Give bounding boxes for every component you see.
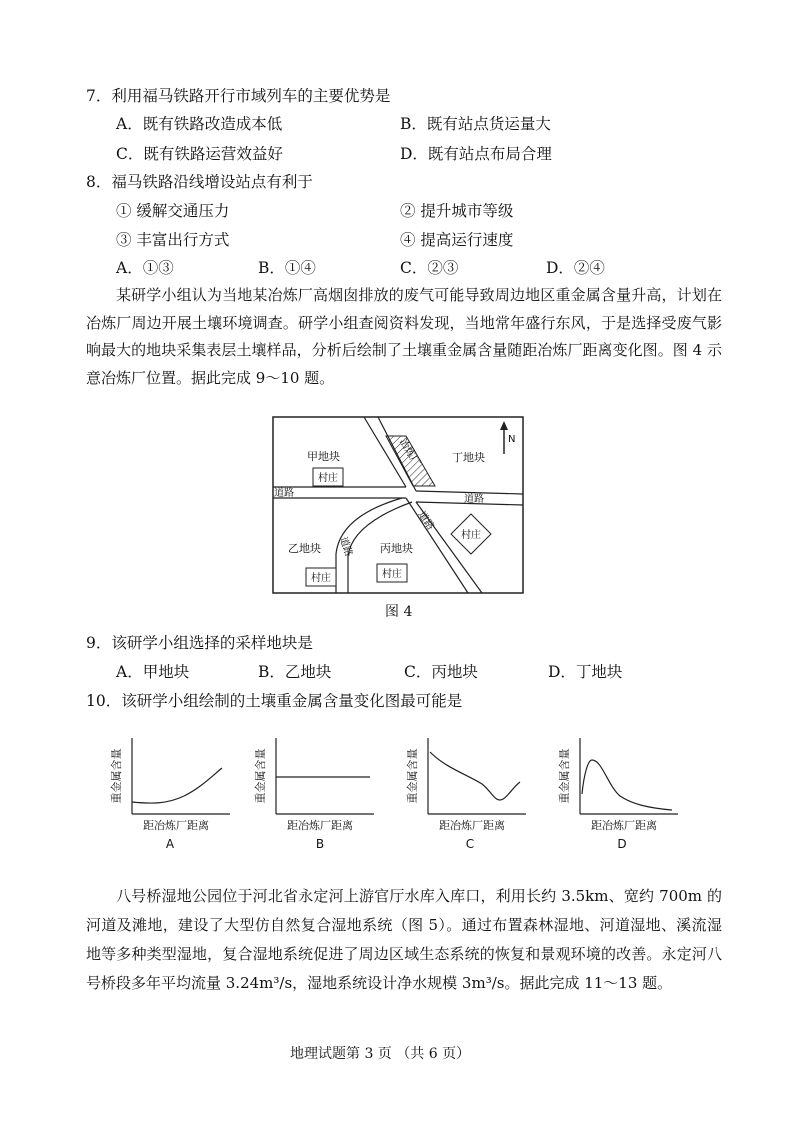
q7-stem: 7．利用福马铁路开行市域列车的主要优势是 (86, 87, 391, 105)
plot-bing-label: 丙地块 (380, 542, 413, 555)
q10-stem: 10．该研学小组绘制的土壤重金属含量变化图最可能是 (86, 692, 463, 710)
q8-item-4: ④ 提高运行速度 (400, 231, 514, 249)
q8-item-2: ② 提升城市等级 (400, 202, 514, 220)
graph-b-letter: B (315, 837, 325, 851)
graph-d-letter: D (617, 837, 627, 851)
q9-option-d: D．丁地块 (548, 663, 623, 681)
figure-4-map (272, 416, 524, 594)
graph-a-letter: A (165, 837, 175, 851)
graph-c-letter: C (465, 837, 475, 851)
q7-option-d: D．既有站点布局合理 (400, 145, 552, 163)
q7-option-b: B．既有站点货运量大 (400, 115, 551, 133)
figure-4-caption: 图 4 (385, 604, 413, 620)
graph-d-ylabel: 重金属含量 (558, 748, 571, 804)
village-bing-label: 村庄 (382, 569, 402, 580)
village-jia-label: 村庄 (318, 473, 338, 484)
q9-option-c: C．丙地块 (404, 663, 478, 681)
graph-d (560, 732, 688, 850)
graph-d-xlabel: 距冶炼厂距离 (591, 819, 657, 832)
road-label-east: 道路 (464, 494, 484, 505)
village-yi-label: 村庄 (311, 573, 331, 584)
plot-ding-label: 丁地块 (452, 451, 485, 464)
road-label-curve: 道路 (337, 535, 354, 558)
graph-b-ylabel: 重金属含量 (254, 748, 267, 804)
q8-option-c: C．②③ (400, 259, 459, 277)
q9-option-b: B．乙地块 (258, 663, 332, 681)
q8-item-1: ① 缓解交通压力 (116, 202, 230, 220)
graph-c-curve (430, 752, 520, 800)
page-footer: 地理试题第 3 页 （共 6 页） (290, 1046, 471, 1062)
graph-a-xlabel: 距冶炼厂距离 (143, 819, 209, 832)
plot-jia-label: 甲地块 (307, 450, 340, 463)
q7-option-c: C．既有铁路运营效益好 (116, 145, 283, 163)
road-label-west: 道路 (274, 488, 294, 499)
q8-stem: 8．福马铁路沿线增设站点有利于 (86, 173, 313, 191)
q8-option-a: A．①③ (116, 259, 174, 277)
plot-yi-label: 乙地块 (288, 542, 321, 555)
passage-smelter (86, 282, 722, 392)
q8-option-d: D．②④ (546, 259, 605, 277)
north-label: N (508, 434, 516, 445)
graph-b (256, 732, 384, 850)
graph-c-xlabel: 距冶炼厂距离 (439, 819, 505, 832)
graph-a-ylabel: 重金属含量 (110, 748, 123, 804)
q7-option-a: A．既有铁路改造成本低 (116, 115, 283, 133)
graph-a (112, 732, 240, 850)
graph-d-curve (582, 760, 672, 810)
passage-wetland-text: 八号桥湿地公园位于河北省永定河上游官厅水库入库口，利用长约 3.5km、宽约 700m 的河道及滩地，建设了大型仿自然复合湿地系统（图 5）。通过布置森林湿地、河道湿地、溪流湿地等多种类型湿地，复合湿地系统促进了周边区域生态系统的恢复和景观环境的改善。永定河八号桥段多年平均流量 3.24m³/s，湿地系统设计净水规模 3m³/s。据此完成 11～13 题。 (86, 887, 722, 992)
q9-option-a: A．甲地块 (116, 663, 190, 681)
graph-a-curve (132, 768, 222, 803)
passage-wetland (86, 882, 722, 998)
graph-c-ylabel: 重金属含量 (406, 748, 419, 804)
village-ding-label: 村庄 (461, 530, 481, 541)
q8-option-b: B．①④ (258, 259, 316, 277)
graph-c (408, 732, 536, 850)
graph-b-xlabel: 距冶炼厂距离 (287, 819, 353, 832)
road-label-south: 道路 (415, 509, 436, 533)
q9-stem: 9．该研学小组选择的采样地块是 (86, 634, 313, 652)
passage-smelter-text: 某研学小组认为当地某冶炼厂高烟囱排放的废气可能导致周边地区重金属含量升高，计划在冶炼厂周边开展土壤环境调查。研学小组查阅资料发现，当地常年盛行东风，于是选择受废气影响最大的地块采集表层土壤样品，分析后绘制了土壤重金属含量随距冶炼厂距离变化图。图 4 示意冶炼厂位置。据此完成 9～10 题。 (86, 286, 722, 387)
smelter-label: 冶炼厂 (396, 437, 422, 469)
q8-item-3: ③ 丰富出行方式 (116, 231, 230, 249)
